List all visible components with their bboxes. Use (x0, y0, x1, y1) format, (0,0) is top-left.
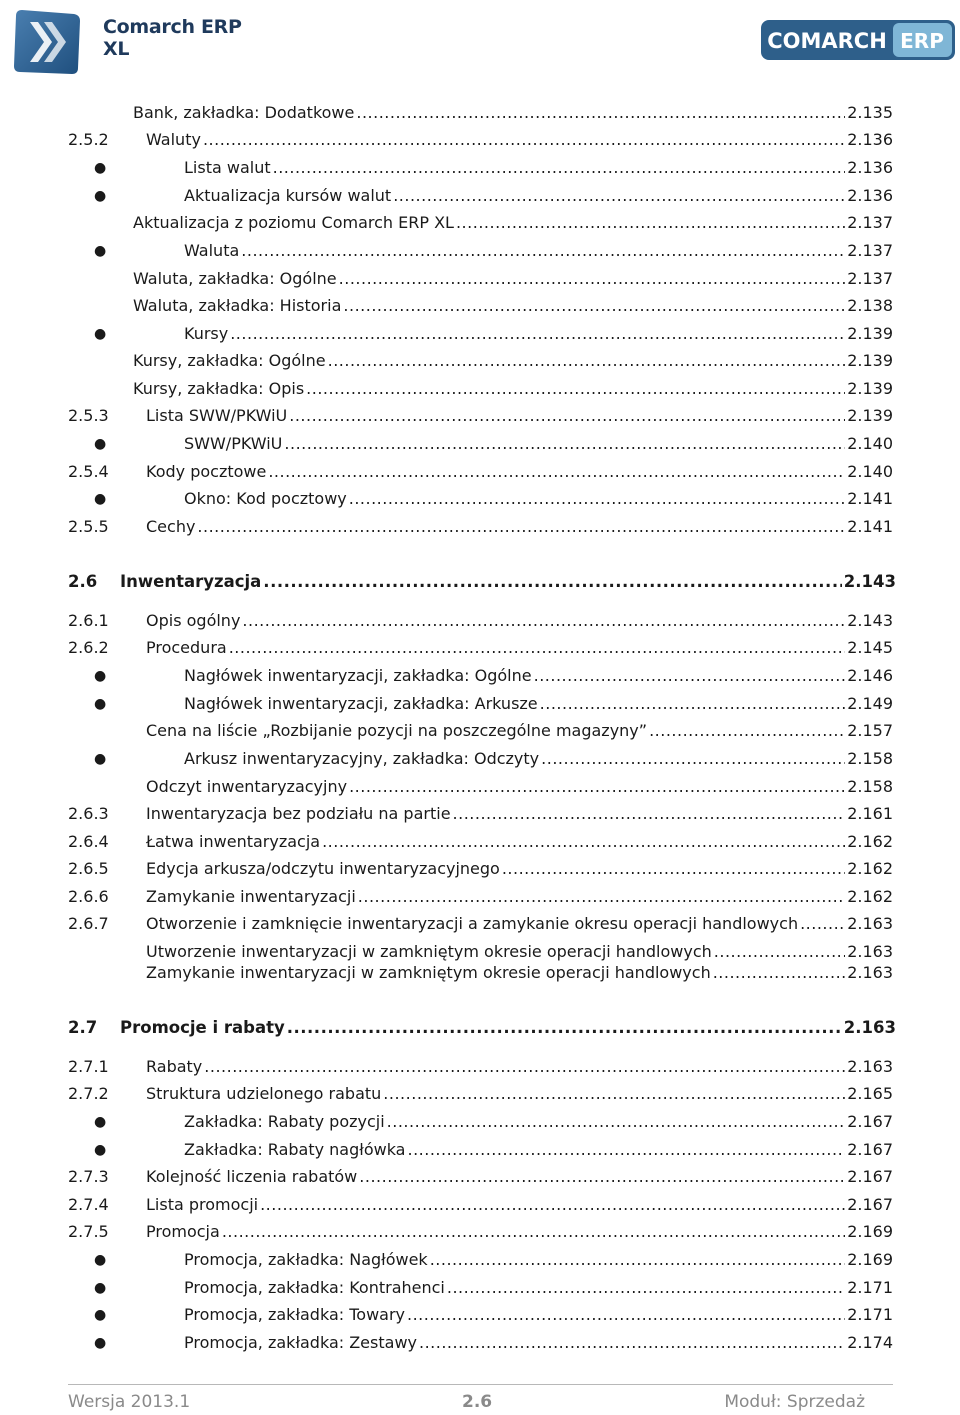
toc-entry-number: 2.6.6 (68, 887, 109, 906)
brand-word: COMARCH (767, 29, 887, 53)
toc-entry-leader (184, 1331, 893, 1355)
toc-entry-leader (133, 349, 893, 373)
toc-dot-leader (649, 719, 845, 743)
toc-entry[interactable] (0, 609, 960, 633)
toc-entry-page: 2.137 (847, 241, 893, 260)
toc-entry[interactable] (0, 515, 960, 539)
toc-entry-page: 2.174 (847, 1333, 893, 1352)
toc-entry[interactable] (0, 322, 960, 346)
toc-entry-number: 2.5.3 (68, 406, 109, 425)
toc-entry-leader (184, 692, 893, 716)
toc-entry-leader (133, 294, 893, 318)
toc-entry-title: Waluta, zakładka: Historia (133, 296, 342, 315)
toc-dot-leader (273, 156, 846, 180)
toc-entry[interactable] (0, 775, 960, 799)
toc-entry-leader (146, 128, 893, 152)
toc-entry-title: Promocja, zakładka: Kontrahenci (184, 1278, 445, 1297)
footer-version: Wersja 2013.1 (68, 1392, 191, 1412)
toc-entry-number: 2.6.5 (68, 859, 109, 878)
toc-entry-page: 2.141 (847, 489, 893, 508)
toc-entry-leader (146, 830, 893, 854)
bullet-icon: ● (94, 436, 107, 452)
bullet-icon: ● (94, 326, 107, 342)
toc-entry-number: 2.6.3 (68, 804, 109, 823)
toc-dot-leader (419, 1331, 845, 1355)
toc-entry-title: Waluta, zakładka: Ogólne (133, 269, 337, 288)
toc-entry-leader (146, 404, 893, 428)
toc-entry-leader (146, 609, 893, 633)
toc-section-entry[interactable] (0, 570, 960, 594)
toc-entry-title: Nagłówek inwentaryzacji, zakładka: Arkusze (184, 694, 538, 713)
toc-entry-title: Zamykanie inwentaryzacji (146, 887, 356, 906)
toc-entry-title: Lista SWW/PKWiU (146, 406, 288, 425)
toc-entry-title: Promocja, zakładka: Nagłówek (184, 1250, 428, 1269)
toc-entry-page: 2.137 (847, 213, 893, 232)
toc-entry-page: 2.139 (847, 379, 893, 398)
toc-entry[interactable] (0, 961, 960, 985)
toc-entry[interactable] (0, 636, 960, 660)
toc-entry-page: 2.145 (847, 638, 893, 657)
toc-entry-title: Bank, zakładka: Dodatkowe (133, 103, 355, 122)
toc-entry[interactable] (0, 885, 960, 909)
bullet-icon: ● (94, 668, 107, 684)
toc-entry-page: 2.167 (847, 1112, 893, 1131)
toc-entry-leader (146, 912, 893, 936)
toc-dot-leader (502, 857, 845, 881)
toc-entry-title: Cechy (146, 517, 196, 536)
toc-entry[interactable] (0, 1303, 960, 1327)
toc-entry-leader (146, 1055, 893, 1079)
toc-entry-leader (146, 719, 893, 743)
toc-entry-page: 2.139 (847, 351, 893, 370)
toc-entry-leader (184, 156, 893, 180)
toc-entry-page: 2.135 (847, 103, 893, 122)
toc-dot-leader (447, 1276, 845, 1300)
toc-entry-number: 2.7.2 (68, 1084, 109, 1103)
toc-entry[interactable] (0, 857, 960, 881)
toc-entry-page: 2.149 (847, 694, 893, 713)
toc-dot-leader (203, 128, 845, 152)
product-name-line2: XL (103, 38, 130, 60)
bullet-icon: ● (94, 1114, 107, 1130)
toc-entry-leader (184, 487, 893, 511)
toc-entry-leader (146, 1193, 893, 1217)
toc-entry[interactable] (0, 404, 960, 428)
toc-entry-leader (184, 1276, 893, 1300)
toc-entry-title: Kursy (184, 324, 229, 343)
toc-entry-title: Procedura (146, 638, 227, 657)
toc-entry-title: Kursy, zakładka: Opis (133, 379, 305, 398)
toc-entry-title: Edycja arkusza/odczytu inwentaryzacyjnego (146, 859, 500, 878)
toc-entry-number: 2.5.5 (68, 517, 109, 536)
toc-dot-leader (541, 747, 845, 771)
toc-entry[interactable] (0, 1276, 960, 1300)
toc-entry[interactable] (0, 487, 960, 511)
toc-entry-leader (184, 747, 893, 771)
toc-entry[interactable] (0, 184, 960, 208)
bullet-icon: ● (94, 160, 107, 176)
toc-section-entry[interactable] (0, 1016, 960, 1040)
comarch-erp-brand-logo (761, 20, 955, 60)
toc-entry-leader (133, 101, 893, 125)
toc-entry-leader (146, 857, 893, 881)
toc-entry-leader (146, 885, 893, 909)
footer-divider (68, 1384, 893, 1385)
toc-entry[interactable] (0, 1082, 960, 1106)
toc-entry-page: 2.162 (847, 887, 893, 906)
toc-entry-leader (146, 961, 893, 985)
toc-entry-page: 2.167 (847, 1167, 893, 1186)
toc-entry-page: 2.171 (847, 1305, 893, 1324)
toc-entry[interactable] (0, 377, 960, 401)
toc-entry[interactable] (0, 101, 960, 125)
toc-entry-title: Promocja (146, 1222, 220, 1241)
toc-dot-leader (229, 636, 845, 660)
toc-entry-leader (184, 1303, 893, 1327)
toc-entry-number: 2.6.2 (68, 638, 109, 657)
toc-entry-number: 2.7.1 (68, 1057, 109, 1076)
toc-entry-page: 2.171 (847, 1278, 893, 1297)
toc-entry-title: Inwentaryzacja bez podziału na partie (146, 804, 451, 823)
toc-entry-title: Utworzenie inwentaryzacji w zamkniętym okresie operacji handlowych (146, 942, 712, 961)
toc-entry-title: Kursy, zakładka: Ogólne (133, 351, 326, 370)
toc-dot-leader (343, 294, 845, 318)
toc-entry[interactable] (0, 1055, 960, 1079)
toc-entry-title: Zakładka: Rabaty pozycji (184, 1112, 385, 1131)
toc-entry-title: Waluta (184, 241, 240, 260)
toc-dot-leader (268, 460, 845, 484)
bullet-icon: ● (94, 696, 107, 712)
toc-dot-leader (349, 775, 845, 799)
toc-entry[interactable] (0, 747, 960, 771)
toc-entry-page: 2.143 (843, 572, 896, 591)
toc-dot-leader (260, 1193, 845, 1217)
toc-entry-page: 2.141 (847, 517, 893, 536)
toc-entry-leader (120, 570, 896, 594)
toc-entry-page: 2.161 (847, 804, 893, 823)
toc-entry-page: 2.157 (847, 721, 893, 740)
toc-dot-leader (306, 377, 845, 401)
toc-entry-title: Nagłówek inwentaryzacji, zakładka: Ogólne (184, 666, 532, 685)
toc-entry-page: 2.169 (847, 1222, 893, 1241)
toc-dot-leader (540, 692, 846, 716)
toc-entry-page: 2.136 (847, 186, 893, 205)
toc-entry-leader (184, 239, 893, 263)
toc-entry-title: Łatwa inwentaryzacja (146, 832, 321, 851)
toc-entry-page: 2.137 (847, 269, 893, 288)
toc-entry-page: 2.140 (847, 434, 893, 453)
toc-entry-title: Aktualizacja kursów walut (184, 186, 392, 205)
toc-entry[interactable] (0, 1331, 960, 1355)
toc-entry[interactable] (0, 1248, 960, 1272)
toc-entry-page: 2.136 (847, 158, 893, 177)
toc-entry[interactable] (0, 128, 960, 152)
toc-entry-title: Struktura udzielonego rabatu (146, 1084, 382, 1103)
toc-entry[interactable] (0, 1220, 960, 1244)
toc-dot-leader (430, 1248, 846, 1272)
toc-entry-leader (133, 211, 893, 235)
toc-entry-page: 2.158 (847, 749, 893, 768)
toc-entry-leader (184, 432, 893, 456)
toc-entry-title: Lista walut (184, 158, 271, 177)
toc-entry-page: 2.163 (847, 963, 893, 982)
toc-entry-title: Inwentaryzacja (120, 572, 262, 591)
toc-entry-leader (146, 636, 893, 660)
toc-entry-number: 2.5.4 (68, 462, 109, 481)
toc-entry[interactable] (0, 692, 960, 716)
toc-entry-title: Kolejność liczenia rabatów (146, 1167, 358, 1186)
toc-entry-title: SWW/PKWiU (184, 434, 283, 453)
toc-dot-leader (242, 609, 845, 633)
toc-entry[interactable] (0, 802, 960, 826)
toc-entry-title: Aktualizacja z poziomu Comarch ERP XL (133, 213, 454, 232)
toc-entry-title: Promocja, zakładka: Zestawy (184, 1333, 417, 1352)
toc-entry-title: Promocja, zakładka: Towary (184, 1305, 405, 1324)
toc-dot-leader (534, 664, 846, 688)
toc-entry-leader (146, 802, 893, 826)
toc-entry-page: 2.139 (847, 406, 893, 425)
toc-entry-leader (184, 1110, 893, 1134)
comarch-erp-app-icon (10, 6, 82, 78)
toc-entry[interactable] (0, 664, 960, 688)
toc-entry-page: 2.162 (847, 859, 893, 878)
toc-entry-page: 2.165 (847, 1084, 893, 1103)
toc-entry-page: 2.138 (847, 296, 893, 315)
toc-entry-number: 2.6.7 (68, 914, 109, 933)
toc-entry[interactable] (0, 1138, 960, 1162)
toc-entry[interactable] (0, 1165, 960, 1189)
bullet-icon: ● (94, 188, 107, 204)
toc-entry-leader (184, 1248, 893, 1272)
toc-entry[interactable] (0, 830, 960, 854)
toc-entry-leader (120, 1016, 896, 1040)
toc-entry-number: 2.7 (68, 1018, 98, 1037)
toc-entry-leader (184, 184, 893, 208)
toc-dot-leader (393, 184, 845, 208)
toc-entry-page: 2.163 (843, 1018, 896, 1037)
toc-dot-leader (328, 349, 846, 373)
toc-entry-page: 2.169 (847, 1250, 893, 1269)
toc-entry-page: 2.139 (847, 324, 893, 343)
toc-dot-leader (289, 404, 845, 428)
toc-entry[interactable] (0, 294, 960, 318)
toc-entry-page: 2.140 (847, 462, 893, 481)
bullet-icon: ● (94, 1280, 107, 1296)
toc-entry-leader (133, 267, 893, 291)
bullet-icon: ● (94, 1335, 107, 1351)
toc-entry-page: 2.163 (847, 1057, 893, 1076)
toc-entry[interactable] (0, 156, 960, 180)
toc-dot-leader (387, 1110, 846, 1134)
product-name-line1: Comarch ERP (103, 16, 242, 38)
toc-entry-title: Rabaty (146, 1057, 203, 1076)
toc-entry-leader (146, 775, 893, 799)
toc-dot-leader (359, 1165, 845, 1189)
toc-entry-page: 2.163 (847, 914, 893, 933)
toc-entry-page: 2.158 (847, 777, 893, 796)
toc-entry-leader (146, 1082, 893, 1106)
toc-entry[interactable] (0, 912, 960, 936)
toc-dot-leader (241, 239, 845, 263)
toc-entry[interactable] (0, 719, 960, 743)
toc-entry-title: Kody pocztowe (146, 462, 267, 481)
page-footer (0, 1380, 960, 1415)
toc-entry-leader (184, 664, 893, 688)
toc-entry-title: Cena na liście „Rozbijanie pozycji na poszczególne magazyny” (146, 721, 648, 740)
toc-dot-leader (356, 101, 845, 125)
toc-entry-title: Okno: Kod pocztowy (184, 489, 347, 508)
toc-entry[interactable] (0, 211, 960, 235)
toc-dot-leader (263, 570, 842, 594)
bullet-icon: ● (94, 1142, 107, 1158)
toc-entry[interactable] (0, 432, 960, 456)
toc-entry-leader (133, 377, 893, 401)
toc-dot-leader (383, 1082, 845, 1106)
toc-entry-page: 2.136 (847, 130, 893, 149)
toc-entry-leader (146, 1220, 893, 1244)
toc-entry-number: 2.6 (68, 572, 98, 591)
toc-dot-leader (339, 267, 846, 291)
bullet-icon: ● (94, 751, 107, 767)
toc-dot-leader (197, 515, 845, 539)
toc-entry-leader (146, 460, 893, 484)
toc-entry[interactable] (0, 267, 960, 291)
toc-entry-leader (146, 1165, 893, 1189)
footer-module: Moduł: Sprzedaż (724, 1392, 865, 1412)
toc-entry-leader (184, 322, 893, 346)
toc-entry-title: Promocje i rabaty (120, 1018, 285, 1037)
toc-entry-title: Zakładka: Rabaty nagłówka (184, 1140, 406, 1159)
product-name (103, 16, 242, 60)
toc-entry[interactable] (0, 1110, 960, 1134)
toc-dot-leader (407, 1303, 845, 1327)
toc-dot-leader (287, 1016, 842, 1040)
toc-dot-leader (222, 1220, 845, 1244)
toc-entry-number: 2.7.4 (68, 1195, 109, 1214)
toc-entry-title: Zamykanie inwentaryzacji w zamkniętym okresie operacji handlowych (146, 963, 711, 982)
toc-dot-leader (322, 830, 845, 854)
toc-entry-title: Otworzenie i zamknięcie inwentaryzacji a zamykanie okresu operacji handlowych (146, 914, 799, 933)
toc-entry[interactable] (0, 460, 960, 484)
toc-entry-number: 2.5.2 (68, 130, 109, 149)
toc-entry-number: 2.6.4 (68, 832, 109, 851)
bullet-icon: ● (94, 491, 107, 507)
toc-entry[interactable] (0, 1193, 960, 1217)
toc-dot-leader (407, 1138, 845, 1162)
toc-dot-leader (284, 432, 845, 456)
toc-entry-leader (184, 1138, 893, 1162)
footer-page-number: 2.6 (462, 1392, 493, 1412)
toc-entry[interactable] (0, 349, 960, 373)
toc-entry-number: 2.7.3 (68, 1167, 109, 1186)
toc-dot-leader (713, 961, 845, 985)
bullet-icon: ● (94, 1307, 107, 1323)
toc-entry-page: 2.163 (847, 942, 893, 961)
toc-dot-leader (230, 322, 845, 346)
bullet-icon: ● (94, 243, 107, 259)
toc-entry-title: Lista promocji (146, 1195, 259, 1214)
toc-entry-page: 2.162 (847, 832, 893, 851)
toc-entry[interactable] (0, 239, 960, 263)
toc-entry-page: 2.167 (847, 1195, 893, 1214)
toc-dot-leader (349, 487, 845, 511)
toc-dot-leader (800, 912, 845, 936)
bullet-icon: ● (94, 1252, 107, 1268)
toc-dot-leader (204, 1055, 845, 1079)
toc-entry-number: 2.7.5 (68, 1222, 109, 1241)
toc-entry-leader (146, 515, 893, 539)
toc-dot-leader (358, 885, 845, 909)
toc-entry-number: 2.6.1 (68, 611, 109, 630)
toc-entry-page: 2.143 (847, 611, 893, 630)
page-header (0, 0, 960, 90)
toc-entry-title: Waluty (146, 130, 201, 149)
toc-dot-leader (456, 211, 845, 235)
toc-entry-page: 2.146 (847, 666, 893, 685)
brand-badge: ERP (900, 29, 944, 53)
toc-entry-page: 2.167 (847, 1140, 893, 1159)
toc-entry-title: Arkusz inwentaryzacyjny, zakładka: Odczyty (184, 749, 540, 768)
toc-entry-title: Odczyt inwentaryzacyjny (146, 777, 348, 796)
toc-entry-title: Opis ogólny (146, 611, 241, 630)
toc-dot-leader (453, 802, 846, 826)
